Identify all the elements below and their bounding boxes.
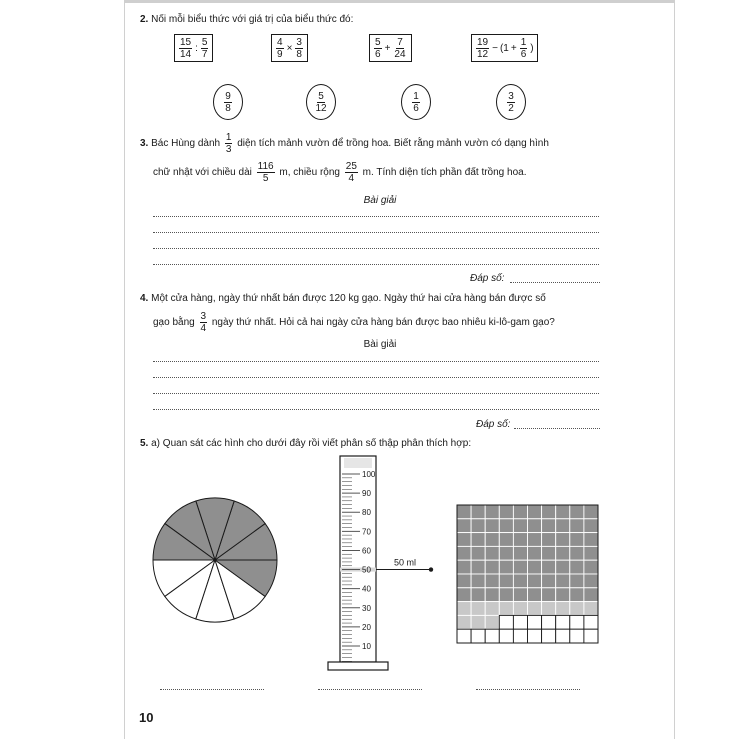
grid-cell xyxy=(528,533,542,547)
q3-answer-label: Đáp số: xyxy=(470,273,505,284)
grid-cell xyxy=(513,629,527,643)
grid-cell xyxy=(457,629,471,643)
paren-open: (1 xyxy=(499,42,509,54)
grid-cell xyxy=(542,574,556,588)
grid-cell xyxy=(457,602,471,616)
scale-label: 40 xyxy=(362,584,371,594)
grid-cell xyxy=(542,533,556,547)
grid-cell xyxy=(485,574,499,588)
grid-cell xyxy=(513,588,527,602)
operator: + xyxy=(510,42,517,54)
grid-cell xyxy=(513,505,527,519)
q4-answer-line[interactable] xyxy=(153,377,599,378)
q4-answer-line[interactable] xyxy=(153,393,599,394)
q4-text: gạo bằng xyxy=(153,317,195,329)
level-pointer-dot xyxy=(429,567,433,571)
grid-cell xyxy=(457,560,471,574)
grid-cell xyxy=(471,560,485,574)
fraction: $\frac{7}{24}$ xyxy=(394,36,406,60)
q2-value-3[interactable] xyxy=(401,84,431,120)
fraction: $\frac{5}{7}$ xyxy=(201,36,208,60)
grid-cell xyxy=(542,588,556,602)
grid-cell xyxy=(499,560,513,574)
q5-cylinder-figure xyxy=(318,450,448,672)
grid-cell xyxy=(570,533,584,547)
scale-label: 90 xyxy=(362,489,371,499)
grid-cell xyxy=(542,560,556,574)
operator: × xyxy=(286,42,293,54)
q3-text: Bác Hùng dành xyxy=(151,138,221,150)
grid-cell xyxy=(528,615,542,629)
grid-cell xyxy=(513,533,527,547)
q4-text: Một cửa hàng, ngày thứ nhất bán được 120 kg gạo. Ngày thứ hai cửa hàng bán được số xyxy=(151,293,546,304)
cylinder-base xyxy=(328,662,388,670)
grid-cell xyxy=(471,546,485,560)
fraction: $\frac{25}{4}$ xyxy=(345,161,357,184)
grid-cell xyxy=(570,615,584,629)
fraction: $\frac{4}{9}$ xyxy=(277,36,283,60)
level-label: 50 ml xyxy=(394,557,417,568)
q2-text: Nối mỗi biểu thức với giá trị của biểu thức đó: xyxy=(151,14,354,25)
grid-cell xyxy=(528,505,542,519)
q3-text: m. Tính diện tích phần đất trồng hoa. xyxy=(362,167,527,179)
grid-cell xyxy=(471,574,485,588)
scale-label: 70 xyxy=(362,527,371,537)
q4-answer-line[interactable] xyxy=(153,409,599,410)
q2-value-2[interactable] xyxy=(306,84,336,120)
q2-expression-4[interactable] xyxy=(471,34,538,62)
fraction: $\frac{3}{2}$ xyxy=(508,90,514,114)
fraction: $\frac{116}{5}$ xyxy=(257,161,274,184)
q3-line-2 xyxy=(153,161,527,184)
q5-number: 5. xyxy=(140,438,149,449)
grid-cell xyxy=(542,615,556,629)
grid-cell xyxy=(485,588,499,602)
grid-cell xyxy=(471,615,485,629)
q3-number: 3. xyxy=(140,138,149,150)
page-number: 10 xyxy=(139,710,154,725)
q3-answer-line[interactable] xyxy=(153,264,599,265)
grid-cell xyxy=(499,519,513,533)
q3-text: chữ nhật với chiều dài xyxy=(153,167,252,179)
grid-cell xyxy=(556,588,570,602)
grid-cell xyxy=(513,560,527,574)
fraction: $\frac{3}{8}$ xyxy=(296,36,302,60)
grid-cell xyxy=(556,533,570,547)
grid-cell xyxy=(556,505,570,519)
fraction: $\frac{19}{12}$ xyxy=(477,36,489,60)
q4-answer-line[interactable] xyxy=(153,361,599,362)
grid-cell xyxy=(499,615,513,629)
grid-cell xyxy=(499,602,513,616)
scale-label: 10 xyxy=(362,642,371,651)
grid-cell xyxy=(499,546,513,560)
grid-cell xyxy=(485,602,499,616)
grid-cell xyxy=(457,588,471,602)
grid-cell xyxy=(457,615,471,629)
scale-label: 80 xyxy=(362,508,371,518)
page-top-border xyxy=(124,0,675,3)
q3-answer-line[interactable] xyxy=(153,248,599,249)
grid-cell xyxy=(542,519,556,533)
grid-cell xyxy=(499,588,513,602)
paren-close: ) xyxy=(530,42,534,54)
grid-cell xyxy=(542,505,556,519)
fraction: $\frac{1}{6}$ xyxy=(413,90,419,114)
q4-answer-blank[interactable] xyxy=(514,428,600,429)
grid-cell xyxy=(584,546,598,560)
grid-cell xyxy=(584,560,598,574)
grid-cell xyxy=(513,602,527,616)
q3-answer-line[interactable] xyxy=(153,232,599,233)
grid-cell xyxy=(457,505,471,519)
q2-value-1[interactable] xyxy=(213,84,243,120)
scale-label: 50 xyxy=(362,565,371,575)
grid-cell xyxy=(570,574,584,588)
grid-cell xyxy=(584,505,598,519)
operator: − xyxy=(492,42,498,54)
grid-cell xyxy=(471,505,485,519)
grid-cell xyxy=(556,615,570,629)
grid-cell xyxy=(485,615,499,629)
grid-cell xyxy=(570,505,584,519)
q2-number: 2. xyxy=(140,14,149,25)
grid-cell xyxy=(499,533,513,547)
operator: : xyxy=(195,42,198,54)
grid-cell xyxy=(471,533,485,547)
q3-solution-label: Bài giải xyxy=(363,195,397,206)
q4-number: 4. xyxy=(140,293,149,304)
q5-grid-figure xyxy=(456,504,599,644)
grid-cell xyxy=(499,505,513,519)
q2-prompt xyxy=(140,13,353,26)
q2-expression-2[interactable] xyxy=(271,34,308,62)
q4-answer-label: Đáp số: xyxy=(476,419,511,430)
operator: + xyxy=(384,42,391,54)
grid-cell xyxy=(556,574,570,588)
grid-cell xyxy=(556,629,570,643)
q4-line-1 xyxy=(140,292,546,305)
q4-line-2 xyxy=(153,311,555,334)
q5-pie-figure xyxy=(150,495,280,625)
fraction: $\frac{9}{8}$ xyxy=(225,90,231,114)
q5-answer-blank-grid[interactable] xyxy=(476,689,580,690)
grid-cell xyxy=(528,546,542,560)
grid-cell xyxy=(556,602,570,616)
grid-cell xyxy=(584,602,598,616)
fraction: $\frac{3}{4}$ xyxy=(200,311,207,334)
grid-cell xyxy=(485,546,499,560)
q3-text: m, chiều rộng xyxy=(279,167,340,179)
q5-answer-blank-cylinder[interactable] xyxy=(318,689,422,690)
grid-cell xyxy=(485,560,499,574)
grid-cell xyxy=(485,629,499,643)
grid-cell xyxy=(457,519,471,533)
q4-text: ngày thứ nhất. Hỏi cả hai ngày cửa hàng bán được bao nhiêu ki-lô-gam gạo? xyxy=(211,317,555,329)
grid-cell xyxy=(513,546,527,560)
q5-text: a) Quan sát các hình cho dưới đây rồi viết phân số thập phân thích hợp: xyxy=(151,438,472,449)
q3-line-1 xyxy=(140,132,549,155)
fraction: $\frac{5}{12}$ xyxy=(315,90,327,114)
fraction: $\frac{15}{14}$ xyxy=(180,36,192,60)
grid-cell xyxy=(570,546,584,560)
scale-label: 20 xyxy=(362,622,371,632)
grid-cell xyxy=(570,588,584,602)
grid-cell xyxy=(485,505,499,519)
grid-cell xyxy=(513,615,527,629)
grid-cell xyxy=(542,546,556,560)
grid-cell xyxy=(528,519,542,533)
grid-cell xyxy=(485,519,499,533)
grid-cell xyxy=(528,602,542,616)
q3-answer-blank[interactable] xyxy=(510,282,600,283)
scale-label: 60 xyxy=(362,546,371,556)
grid-cell xyxy=(584,615,598,629)
grid-cell xyxy=(528,574,542,588)
grid-cell xyxy=(542,629,556,643)
grid-cell xyxy=(499,574,513,588)
grid-cell xyxy=(499,629,513,643)
fraction: $\frac{5}{6}$ xyxy=(375,36,381,60)
q5-prompt xyxy=(140,437,471,450)
grid-cell xyxy=(542,602,556,616)
grid-cell xyxy=(528,560,542,574)
grid-cell xyxy=(471,602,485,616)
cylinder-lip xyxy=(344,458,372,468)
grid-cell xyxy=(556,519,570,533)
grid-cell xyxy=(584,629,598,643)
grid-cell xyxy=(570,519,584,533)
q4-solution-label: Bài giải xyxy=(363,339,397,350)
q3-text: diện tích mảnh vườn để trồng hoa. Biết rằng mảnh vườn có dạng hình xyxy=(237,138,549,150)
q3-answer-line[interactable] xyxy=(153,216,599,217)
fraction: $\frac{1}{6}$ xyxy=(520,36,527,60)
grid-cell xyxy=(528,629,542,643)
grid-cell xyxy=(513,519,527,533)
grid-cell xyxy=(570,629,584,643)
scale-label: 100 xyxy=(362,470,376,479)
fraction: $\frac{1}{3}$ xyxy=(225,132,232,155)
grid-cell xyxy=(471,629,485,643)
grid-cell xyxy=(457,533,471,547)
grid-cell xyxy=(556,546,570,560)
grid-cell xyxy=(556,560,570,574)
grid-cell xyxy=(457,574,471,588)
grid-cell xyxy=(584,533,598,547)
q5-answer-blank-pie[interactable] xyxy=(160,689,264,690)
grid-cell xyxy=(570,602,584,616)
q2-expression-1[interactable] xyxy=(174,34,213,62)
grid-cell xyxy=(457,546,471,560)
grid-cell xyxy=(471,519,485,533)
grid-cell xyxy=(513,574,527,588)
q2-value-4[interactable] xyxy=(496,84,526,120)
grid-cell xyxy=(584,588,598,602)
grid-cell xyxy=(584,574,598,588)
q2-expression-3[interactable] xyxy=(369,34,412,62)
scale-label: 30 xyxy=(362,603,371,613)
grid-cell xyxy=(471,588,485,602)
grid-cell xyxy=(570,560,584,574)
grid-cell xyxy=(485,533,499,547)
grid-cell xyxy=(584,519,598,533)
grid-cell xyxy=(528,588,542,602)
